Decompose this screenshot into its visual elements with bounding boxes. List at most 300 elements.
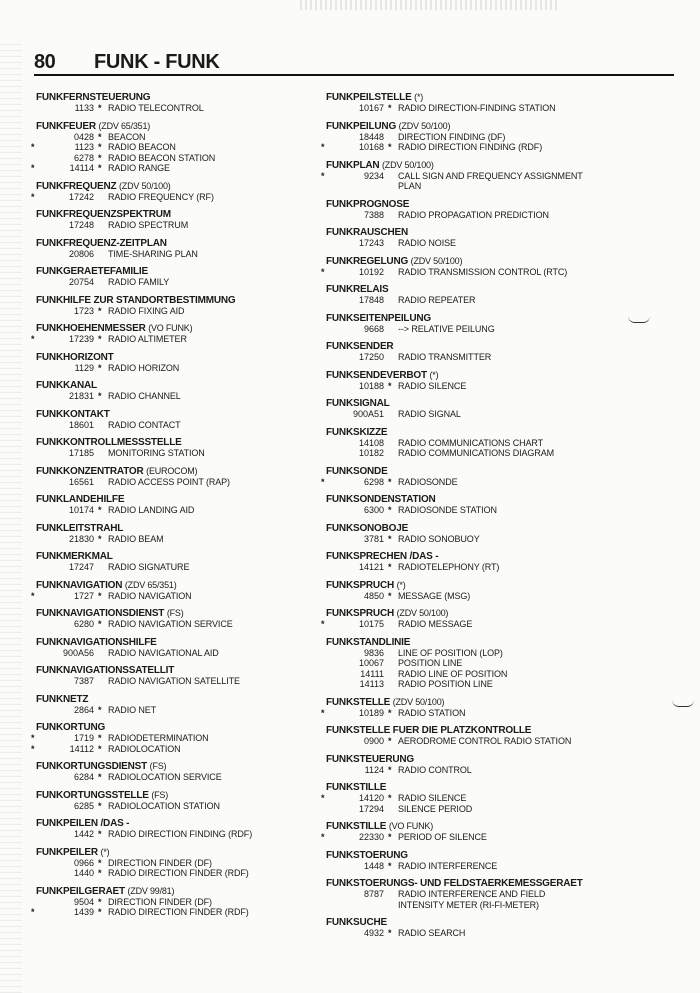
entry-headword — [326, 725, 626, 736]
translation-row — [36, 648, 336, 659]
translation-row — [36, 801, 336, 812]
translation-row — [326, 591, 626, 602]
entry-headword — [36, 637, 336, 648]
translation-text: SILENCE PERIOD — [398, 803, 473, 814]
standard-asterisk: * — [388, 590, 392, 601]
standard-asterisk: * — [98, 391, 102, 401]
term-code: 17242 — [68, 191, 94, 202]
translation-text: RADIO TRANSMITTER — [398, 352, 492, 362]
term-code: 10167 — [358, 103, 384, 113]
translation-row — [36, 153, 336, 164]
dictionary-entry — [326, 199, 626, 221]
translation-row — [36, 562, 336, 573]
margin-asterisk: * — [31, 191, 35, 202]
entry-headword — [36, 121, 336, 132]
headword-qualifier: (VO FUNK) — [148, 323, 193, 333]
term-code: 20754 — [68, 277, 94, 287]
margin-asterisk: * — [31, 733, 35, 743]
translation-row — [36, 306, 336, 317]
entry-headword — [326, 697, 626, 708]
scan-mark-squiggle — [628, 316, 650, 323]
translation-text: RADIO NAVIGATIONAL AID — [108, 647, 219, 658]
headword-text: FUNKPEILGERAET — [36, 885, 125, 897]
entry-headword — [326, 580, 626, 591]
standard-asterisk: * — [388, 928, 392, 938]
headword-text: FUNKPEILEN /DAS - — [36, 818, 130, 829]
dictionary-entry — [31, 180, 336, 203]
margin-asterisk: * — [321, 170, 325, 181]
standard-asterisk: * — [98, 305, 102, 316]
translation-text: RADIO DIRECTION FINDER (RDF) — [108, 868, 249, 878]
standard-asterisk: * — [98, 907, 102, 917]
translation-row — [36, 420, 336, 431]
entry-headword — [36, 181, 336, 192]
dictionary-entry — [36, 409, 336, 431]
headword-text: FUNKSEITENPEILUNG — [326, 312, 431, 324]
translation-row — [36, 705, 336, 716]
standard-asterisk: * — [98, 772, 102, 782]
translation-text: BEACON — [108, 131, 146, 142]
translation-row — [31, 163, 336, 174]
term-code: 9836 — [363, 647, 384, 658]
headword-qualifier: (ZDV 50/100) — [118, 180, 171, 191]
headword-text: FUNKSONOBOJE — [326, 522, 409, 534]
standard-asterisk: * — [98, 619, 102, 629]
standard-asterisk: * — [98, 590, 102, 601]
headword-text: FUNKORTUNGSDIENST — [36, 761, 148, 772]
dictionary-entry — [36, 694, 336, 716]
entry-headword — [36, 694, 336, 705]
term-code: 1129 — [74, 362, 94, 373]
headword-qualifier: (ZDV 65/351) — [124, 579, 177, 590]
translation-text: CALL SIGN AND FREQUENCY ASSIGNMENT PLAN — [398, 170, 583, 191]
headword-text: FUNKRAUSCHEN — [326, 227, 409, 238]
translation-row — [326, 381, 626, 392]
entry-headword — [36, 494, 336, 505]
translation-row — [321, 619, 626, 630]
term-code: 17185 — [68, 448, 94, 458]
dictionary-entry — [326, 494, 626, 516]
headword-text: FUNKPEILSTELLE — [326, 92, 412, 103]
entry-headword — [36, 790, 336, 801]
headword-text: FUNKREGELUNG — [326, 255, 409, 267]
entry-headword — [326, 398, 626, 409]
translation-row — [36, 829, 336, 840]
translation-row — [31, 907, 336, 918]
entry-headword — [326, 121, 626, 132]
term-code: 18601 — [68, 419, 94, 430]
dictionary-entry — [326, 523, 626, 545]
standard-asterisk: * — [98, 733, 102, 743]
translation-text: RADIO TELECONTROL — [108, 103, 204, 113]
term-code: 10067 — [358, 658, 384, 668]
headword-qualifier: (*) — [414, 92, 424, 102]
translation-row — [321, 266, 626, 278]
translation-row — [36, 103, 336, 114]
term-code: 17247 — [68, 562, 94, 572]
translation-row — [31, 334, 336, 345]
entry-headword — [326, 523, 626, 534]
translation-text: RADIO FIXING AID — [108, 305, 185, 316]
translation-text: RADIOSONDE — [398, 476, 458, 487]
translation-text: RADIO HORIZON — [108, 362, 180, 373]
headword-text: FUNKSTANDLINIE — [326, 636, 411, 648]
dictionary-entry — [31, 120, 336, 174]
translation-row — [31, 142, 336, 153]
translation-row — [326, 324, 626, 335]
dictionary-entry — [326, 580, 626, 602]
entry-headword — [36, 437, 336, 448]
translation-text: RADIOLOCATION STATION — [108, 800, 220, 811]
term-code: 17848 — [358, 295, 384, 305]
translation-row — [36, 132, 336, 143]
term-code: 21830 — [68, 533, 94, 544]
term-code: 9504 — [73, 896, 94, 907]
margin-asterisk: * — [321, 476, 325, 487]
translation-text: RADIO DIRECTION FINDING (RDF) — [108, 829, 253, 839]
translation-row — [326, 861, 626, 872]
headword-text: FUNKORTUNGSSTELLE — [36, 789, 149, 801]
translation-text: RADIO RANGE — [108, 163, 170, 173]
translation-text: RADIO COMMUNICATIONS CHART — [398, 437, 544, 448]
entry-headword — [326, 370, 626, 381]
term-code: 2864 — [73, 704, 94, 715]
term-code: 14120 — [358, 793, 384, 803]
page-header — [34, 50, 674, 76]
headword-qualifier: (ZDV 50/100) — [410, 255, 463, 266]
dictionary-entry — [326, 313, 626, 335]
standard-asterisk: * — [388, 707, 392, 718]
headword-text: FUNKHILFE ZUR STANDORTBESTIMMUNG — [36, 294, 236, 306]
standard-asterisk: * — [98, 163, 102, 173]
translation-text: RADIO DIRECTION FINDING (RDF) — [398, 142, 543, 152]
headword-qualifier: (*) — [100, 846, 110, 857]
dictionary-entry — [36, 266, 336, 288]
term-code: 1442 — [73, 829, 94, 839]
dictionary-entry — [36, 295, 336, 317]
term-code: 14113 — [359, 679, 384, 689]
standard-asterisk: * — [98, 131, 102, 142]
standard-asterisk: * — [388, 832, 392, 842]
headword-text: FUNKPROGNOSE — [326, 198, 410, 210]
translation-text: RADIO MESSAGE — [398, 619, 473, 629]
translation-text: RADIO CONTACT — [108, 419, 181, 430]
dictionary-entry — [31, 579, 336, 602]
translation-row — [326, 804, 626, 815]
headword-text: FUNKSKIZZE — [326, 426, 388, 438]
headword-text: FUNKSUCHE — [326, 917, 387, 928]
entry-headword — [36, 551, 336, 562]
headword-text: FUNKNAVIGATIONSSATELLIT — [36, 665, 175, 676]
translation-row — [36, 858, 336, 869]
entry-headword — [326, 637, 626, 648]
headword-text: FUNKSONDE — [326, 465, 388, 477]
entry-headword — [36, 523, 336, 534]
entry-headword — [36, 323, 336, 334]
standard-asterisk: * — [98, 896, 102, 907]
translation-row — [326, 103, 626, 114]
headword-qualifier: (EUROCOM) — [146, 465, 198, 476]
translation-row — [326, 928, 626, 939]
term-code: 17243 — [358, 238, 384, 248]
term-code: 10174 — [68, 505, 94, 515]
margin-asterisk: * — [31, 334, 35, 344]
translation-row — [321, 476, 626, 488]
headword-qualifier: (FS) — [149, 761, 167, 771]
translation-row — [326, 505, 626, 516]
margin-asterisk: * — [321, 707, 325, 718]
translation-text: RADIO STATION — [398, 707, 466, 718]
margin-asterisk: * — [31, 590, 35, 601]
headword-text: FUNKSTILLE — [326, 821, 387, 832]
term-code: 14114 — [69, 163, 94, 173]
dictionary-entry — [36, 92, 336, 114]
term-code: 1440 — [73, 868, 94, 878]
headword-qualifier: (ZDV 50/100) — [396, 608, 449, 618]
standard-asterisk: * — [98, 533, 102, 544]
entry-headword — [36, 380, 336, 391]
dictionary-entry — [36, 494, 336, 516]
term-code: 6285 — [73, 800, 94, 811]
translation-text: RADIO SPECTRUM — [108, 220, 189, 230]
dictionary-entry — [321, 608, 626, 630]
entry-headword — [326, 878, 626, 889]
translation-row — [36, 897, 336, 908]
entry-headword — [36, 352, 336, 363]
headword-qualifier: (FS) — [151, 789, 169, 800]
headword-text: FUNKFERNSTEUERUNG — [36, 92, 151, 103]
translation-row — [326, 562, 626, 573]
dictionary-entry — [326, 92, 626, 114]
entry-headword — [36, 209, 336, 220]
dictionary-entry — [326, 850, 626, 872]
translation-text: RADIO BEACON STATION — [108, 152, 216, 163]
standard-asterisk: * — [388, 736, 392, 746]
translation-text: RADIO CONTROL — [398, 764, 472, 775]
dictionary-entry — [31, 323, 336, 345]
translation-text: RADIO SILENCE — [398, 793, 467, 803]
standard-asterisk: * — [388, 764, 392, 775]
dictionary-entry — [326, 398, 626, 420]
dictionary-entry — [36, 523, 336, 545]
translation-text: RADIO NOISE — [398, 238, 456, 248]
translation-text: MONITORING STATION — [108, 448, 205, 458]
headword-text: FUNKFEUER — [36, 120, 96, 132]
headword-text: FUNKORTUNG — [36, 722, 106, 733]
entry-headword — [36, 466, 336, 477]
headword-text: FUNKSTOERUNGS- UND FELDSTAERKEMESSGERAET — [326, 878, 583, 889]
headword-qualifier: (*) — [429, 369, 439, 380]
term-code: 1123 — [74, 142, 94, 152]
term-code: 21831 — [68, 391, 94, 401]
translation-text: RADIO SONOBUOY — [398, 533, 480, 544]
translation-text: RADIO FREQUENCY (RF) — [108, 191, 214, 202]
term-code: 14121 — [358, 562, 384, 572]
translation-text: RADIO LANDING AID — [108, 505, 195, 515]
dictionary-entry — [326, 341, 626, 363]
translation-text: TIME-SHARING PLAN — [108, 248, 198, 259]
dictionary-entry — [326, 370, 626, 392]
translation-row — [321, 142, 626, 153]
translation-row — [31, 191, 336, 203]
dictionary-entry — [321, 465, 626, 488]
entry-headword — [326, 256, 626, 267]
term-code: 0966 — [73, 857, 94, 868]
headword-text: FUNKKONZENTRATOR — [36, 465, 144, 477]
translation-row — [326, 658, 626, 669]
term-code: 4850 — [363, 590, 384, 601]
translation-text: RADIO DIRECTION FINDER (RDF) — [108, 907, 249, 917]
term-code: 3781 — [363, 533, 384, 544]
standard-asterisk: * — [98, 857, 102, 868]
margin-asterisk: * — [321, 793, 325, 803]
entry-headword — [326, 494, 626, 505]
translation-text: POSITION LINE — [398, 658, 463, 668]
translation-text: RADIO DIRECTION-FINDING STATION — [398, 103, 556, 113]
entry-headword — [36, 266, 336, 277]
translation-row — [321, 832, 626, 843]
translation-row — [36, 391, 336, 402]
entry-headword — [326, 608, 626, 619]
scan-noise-left — [0, 40, 22, 993]
dictionary-entry — [36, 352, 336, 374]
translation-text: RADIOTELEPHONY (RT) — [398, 562, 500, 572]
entry-headword — [36, 295, 336, 306]
dictionary-entry — [321, 159, 626, 192]
translation-row — [326, 534, 626, 545]
translation-row — [31, 733, 336, 744]
headword-qualifier: (ZDV 50/100) — [382, 159, 434, 170]
translation-text: RADIO INTERFERENCE AND FIELD INTENSITY METER (RI-FI-METER) — [398, 889, 546, 910]
standard-asterisk: * — [98, 152, 102, 163]
translation-text: RADIO CHANNEL — [108, 391, 181, 401]
headword-text: FUNKPEILUNG — [326, 120, 397, 132]
dictionary-entry — [321, 696, 626, 719]
margin-asterisk: * — [321, 266, 325, 277]
translation-row — [36, 772, 336, 783]
headword-text: FUNKSONDENSTATION — [326, 494, 436, 505]
term-code: 10188 — [358, 380, 384, 391]
entry-headword — [36, 580, 336, 591]
translation-text: LINE OF POSITION (LOP) — [398, 647, 503, 658]
term-code: 1124 — [364, 764, 384, 775]
entry-headword — [326, 782, 626, 793]
standard-asterisk: * — [98, 704, 102, 715]
term-code: 1439 — [73, 907, 94, 917]
translation-row — [36, 477, 336, 488]
translation-text: RADIOLOCATION SERVICE — [108, 772, 222, 782]
term-code: 0428 — [73, 131, 94, 142]
headword-qualifier: (*) — [396, 579, 406, 590]
translation-row — [326, 679, 626, 690]
term-code: 22330 — [358, 832, 384, 842]
entry-headword — [36, 818, 336, 829]
headword-text: FUNKPEILER — [36, 846, 98, 858]
term-code: 4932 — [363, 928, 384, 938]
term-code: 10168 — [358, 142, 384, 152]
dictionary-entry — [321, 120, 626, 153]
translation-row — [326, 238, 626, 249]
dictionary-entry — [36, 818, 336, 840]
translation-row — [326, 448, 626, 459]
entry-headword — [36, 722, 336, 733]
term-code: 9668 — [363, 323, 384, 334]
translation-row — [326, 409, 626, 420]
entry-headword — [326, 341, 626, 352]
dictionary-entry — [326, 427, 626, 459]
dictionary-entry — [31, 722, 336, 754]
page-title: FUNK - FUNK — [94, 51, 220, 73]
translation-row — [326, 210, 626, 221]
dictionary-entry — [36, 665, 336, 687]
translation-row — [326, 889, 626, 910]
headword-text: FUNKNETZ — [36, 693, 89, 705]
entry-headword — [326, 313, 626, 324]
translation-row — [36, 249, 336, 260]
headword-text: FUNKNAVIGATIONSDIENST — [36, 608, 165, 619]
translation-text: --> RELATIVE PEILUNG — [398, 323, 495, 334]
entry-headword — [326, 850, 626, 861]
term-code: 14111 — [360, 668, 384, 679]
translation-text: RADIO SILENCE — [398, 380, 467, 391]
translation-text: RADIO LINE OF POSITION — [398, 668, 508, 679]
translation-row — [326, 132, 626, 143]
translation-text: RADIO FAMILY — [108, 277, 170, 287]
translation-row — [326, 352, 626, 363]
term-code: 14108 — [358, 437, 384, 448]
translation-row — [36, 534, 336, 545]
term-code: 900A56 — [62, 647, 94, 658]
dictionary-entry — [36, 790, 336, 812]
headword-text: FUNKSIGNAL — [326, 398, 390, 409]
headword-text: FUNKFREQUENZ-ZEITPLAN — [36, 237, 167, 249]
dictionary-entry — [31, 885, 336, 918]
dictionary-entry — [36, 637, 336, 659]
standard-asterisk: * — [388, 103, 392, 113]
translation-row — [326, 295, 626, 306]
entry-headword — [326, 754, 626, 765]
term-code: 10192 — [358, 266, 384, 277]
translation-row — [326, 669, 626, 680]
entry-headword — [326, 92, 626, 103]
headword-text: FUNKSTELLE — [326, 696, 391, 708]
translation-text: RADIO SIGNATURE — [108, 562, 190, 572]
translation-text: RADIO SEARCH — [398, 928, 466, 938]
term-code: 10189 — [358, 707, 384, 718]
translation-text: RADIO ALTIMETER — [108, 334, 187, 344]
translation-row — [321, 793, 626, 804]
translation-row — [31, 743, 336, 755]
dictionary-entry — [36, 238, 336, 260]
standard-asterisk: * — [98, 103, 102, 113]
headword-text: FUNKNAVIGATIONSHILFE — [36, 636, 157, 648]
term-code: 1448 — [363, 860, 384, 871]
translation-row — [36, 868, 336, 879]
entry-headword — [36, 665, 336, 676]
translation-text: MESSAGE (MSG) — [398, 590, 471, 601]
headword-text: FUNKMERKMAL — [36, 551, 113, 562]
standard-asterisk: * — [388, 562, 392, 572]
headword-text: FUNKSPRUCH — [326, 608, 395, 619]
headword-qualifier: (VO FUNK) — [388, 821, 434, 831]
entry-headword — [36, 92, 336, 103]
entry-headword — [326, 427, 626, 438]
standard-asterisk: * — [388, 533, 392, 544]
translation-text: RADIO POSITION LINE — [398, 679, 493, 689]
term-code: 900A51 — [352, 409, 384, 419]
translation-text: RADIOLOCATION — [108, 743, 181, 754]
translation-text: RADIOSONDE STATION — [398, 505, 497, 515]
